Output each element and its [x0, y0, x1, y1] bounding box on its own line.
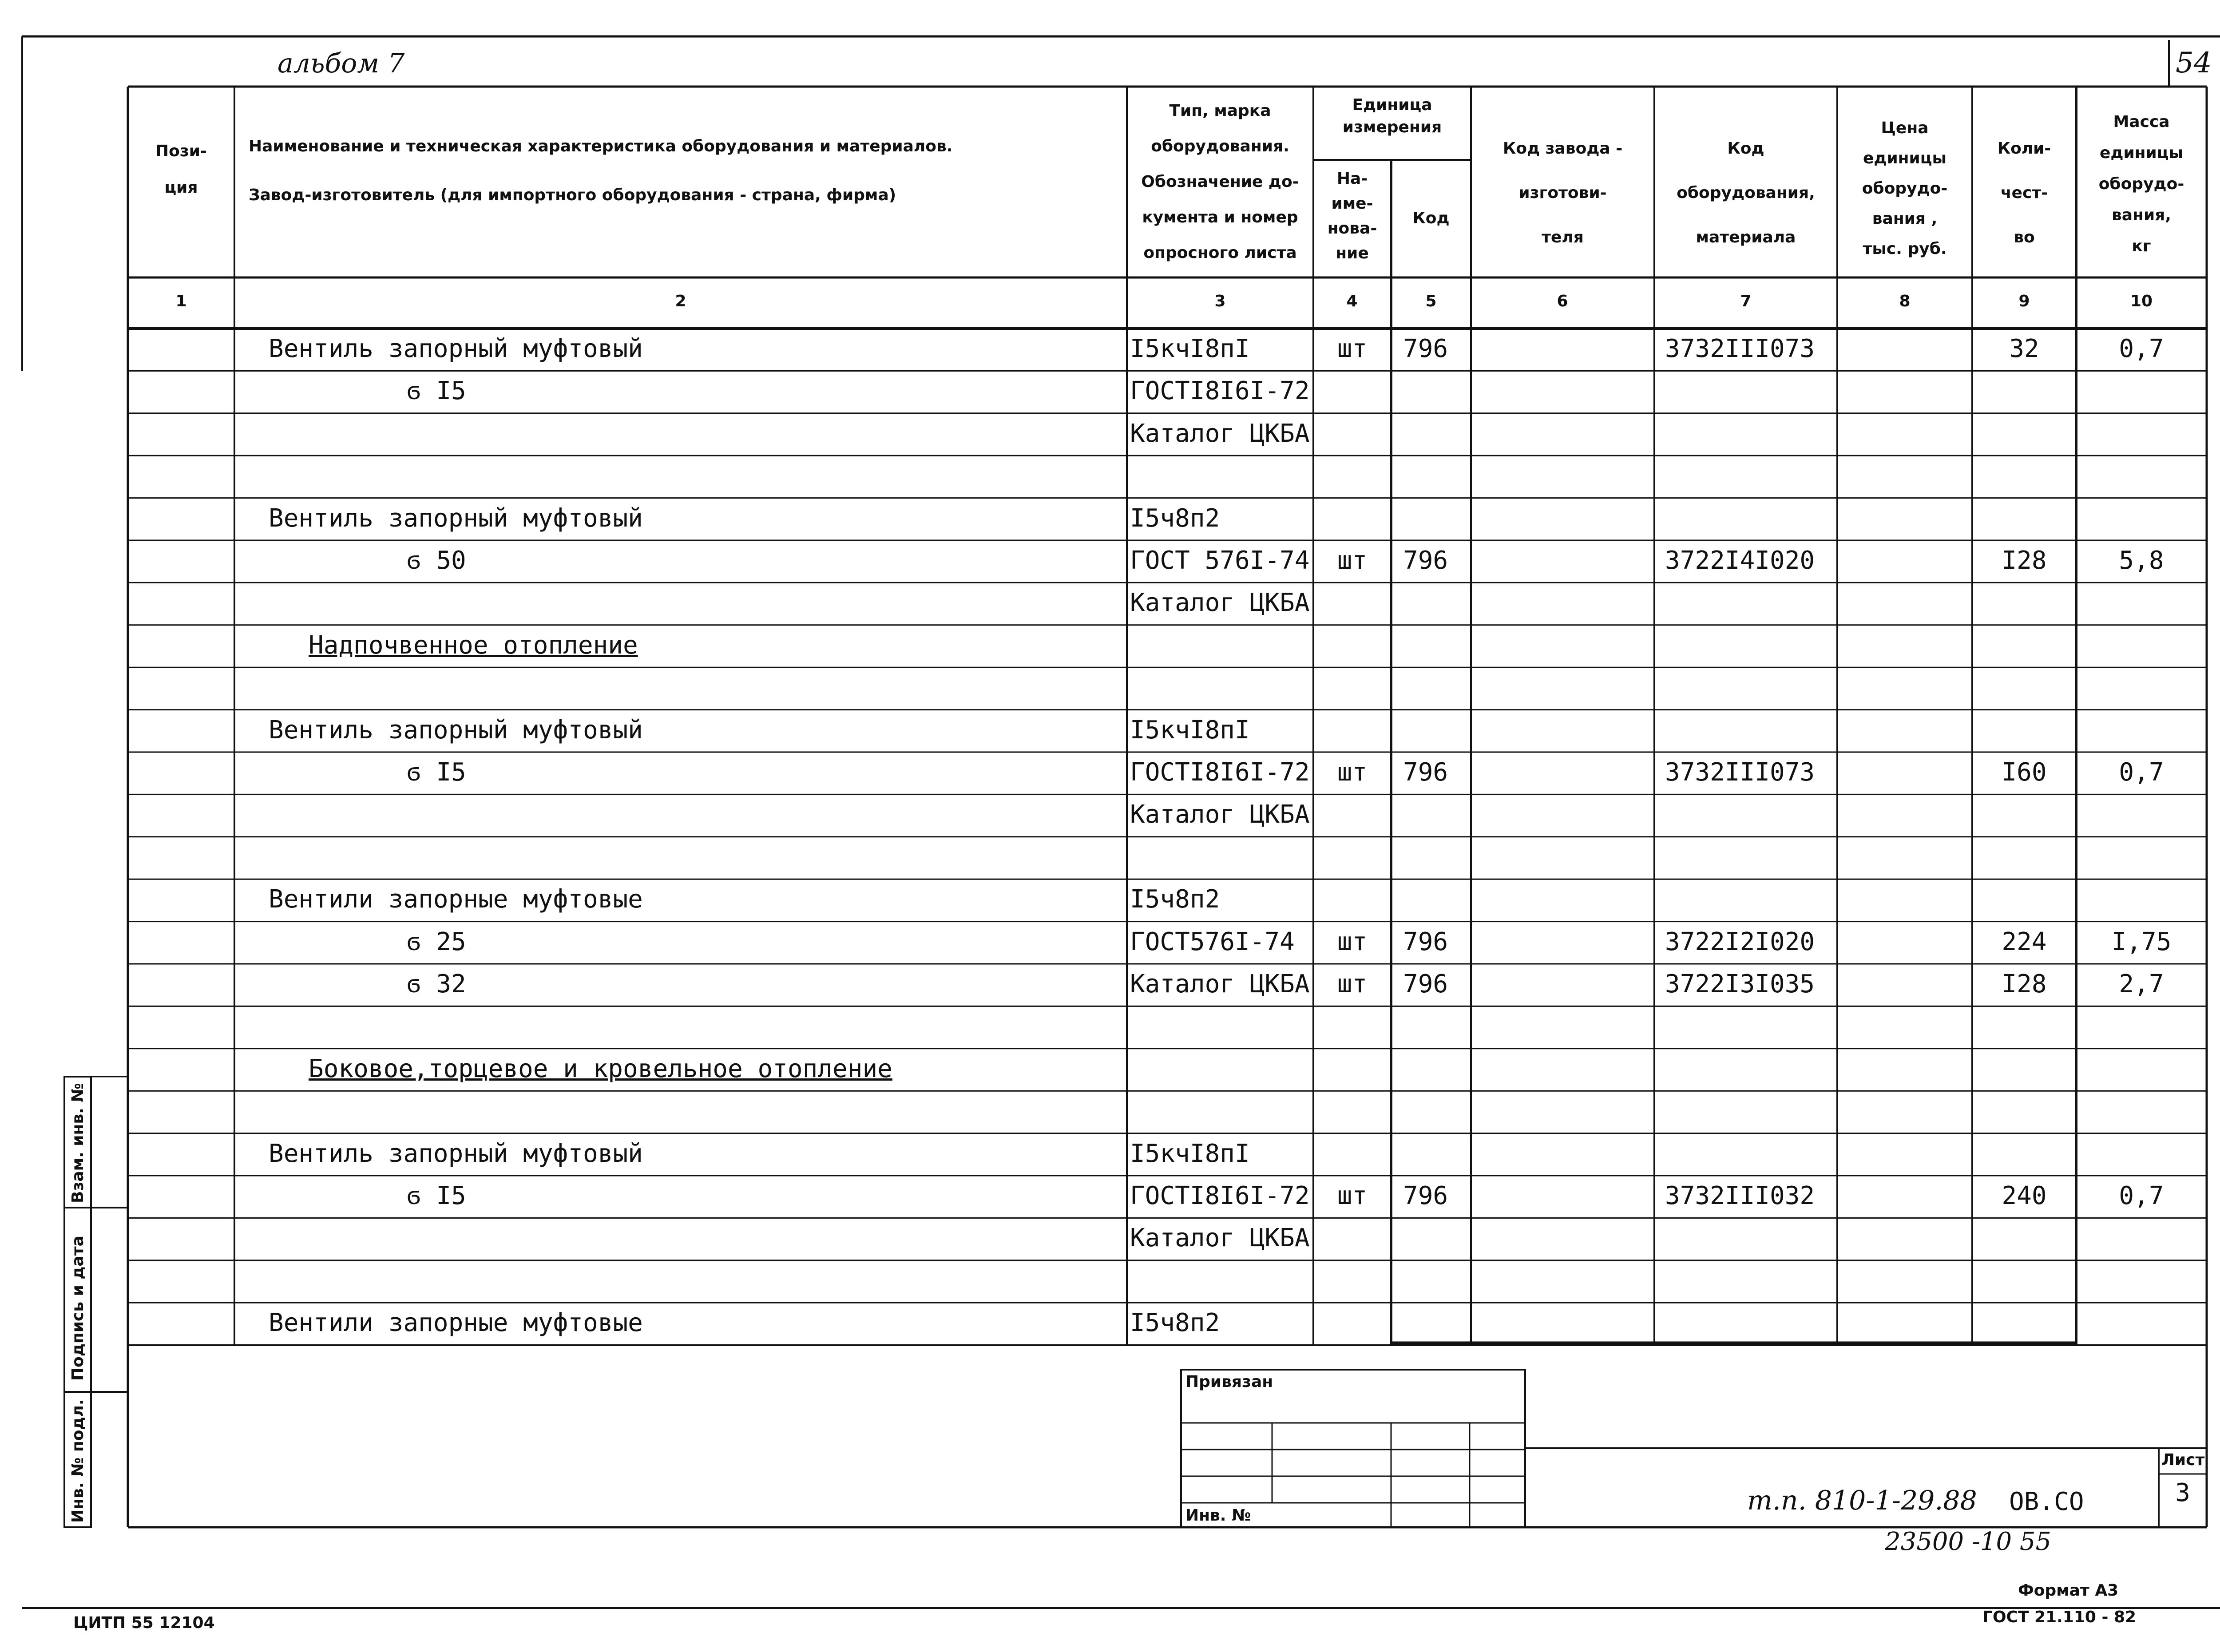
- item-type: ГОСТI8I6I-72: [1130, 758, 1310, 787]
- page-number: 54: [2176, 47, 2212, 79]
- column-number: 8: [1899, 292, 1911, 310]
- item-name: ϭ I5: [406, 376, 466, 406]
- item-name: Вентили запорные муфтовые: [269, 885, 643, 914]
- quantity: 240: [2002, 1181, 2047, 1210]
- mass-value: 0,7: [2119, 1181, 2164, 1210]
- item-type: I5ч8п2: [1130, 503, 1220, 533]
- unit-code: 796: [1403, 334, 1448, 363]
- quantity: I28: [2002, 546, 2047, 575]
- item-type: Каталог ЦКБА: [1130, 588, 1310, 618]
- header-factory-code: Код завода - изготови- теля: [1502, 139, 1623, 246]
- unit-code: 796: [1403, 1181, 1448, 1210]
- mass-value: 0,7: [2119, 758, 2164, 787]
- item-name: ϭ I5: [406, 758, 466, 787]
- unit-code: 796: [1403, 758, 1448, 787]
- stamp-privyazan: Привязан: [1185, 1373, 1273, 1391]
- item-name: ϭ I5: [406, 1181, 466, 1210]
- column-number: 6: [1557, 292, 1568, 310]
- format-label: Формат А3: [2018, 1581, 2119, 1600]
- header-name-line1: Наименование и техническая характеристика оборудования и материалов.: [249, 137, 953, 155]
- item-type: I5кчI8пI: [1130, 1139, 1250, 1168]
- item-type: ГОСТ 576I-74: [1130, 546, 1310, 575]
- sheet-number: 3: [2175, 1478, 2190, 1507]
- item-name: ϭ 25: [406, 927, 466, 956]
- item-type: Каталог ЦКБА: [1130, 970, 1310, 998]
- section-code: ОВ.СО: [2009, 1487, 2084, 1516]
- item-type: Каталог ЦКБА: [1130, 800, 1310, 829]
- item-type: Каталог ЦКБА: [1130, 1224, 1310, 1253]
- column-number: 10: [2130, 292, 2153, 310]
- header-type: Тип, марка оборудования. Обозначение до- кумента и номер опросного листа: [1141, 102, 1299, 262]
- mass-value: 0,7: [2119, 334, 2164, 363]
- unit-name: шт: [1337, 970, 1368, 998]
- document-code: т.п. 810-1-29.88: [1747, 1485, 1977, 1516]
- quantity: I60: [2002, 758, 2047, 787]
- item-name: Вентиль запорный муфтовый: [269, 334, 643, 363]
- header-unit-code: Код: [1412, 209, 1450, 227]
- item-type: ГОСТ576I-74: [1130, 927, 1295, 956]
- stamp-inv-no: Инв. №: [1185, 1506, 1251, 1525]
- quantity: 32: [2009, 334, 2039, 363]
- side-label-replaced-inv: Взам. инв. №: [69, 1083, 87, 1203]
- material-code: 3722I3I035: [1665, 970, 1815, 998]
- item-type: ГОСТI8I6I-72: [1130, 1181, 1310, 1210]
- item-name: Надпочвенное отопление: [309, 630, 638, 660]
- side-label-signature-date: Подпись и дата: [69, 1236, 87, 1381]
- column-number: 1: [175, 292, 187, 310]
- unit-name: шт: [1337, 334, 1368, 363]
- item-name: Вентиль запорный муфтовый: [269, 503, 643, 533]
- print-code: ЦИТП 55 12104: [73, 1614, 215, 1632]
- quantity: I28: [2002, 970, 2047, 998]
- item-name: ϭ 32: [406, 970, 466, 998]
- unit-name: шт: [1337, 1181, 1368, 1210]
- header-unit-group: Единица измерения: [1342, 96, 1442, 136]
- unit-name: шт: [1337, 927, 1368, 956]
- unit-name: шт: [1337, 546, 1368, 575]
- material-code: 3732III073: [1665, 758, 1815, 787]
- archive-number: 23500 -10 55: [1885, 1527, 2052, 1556]
- item-name: Вентиль запорный муфтовый: [269, 1139, 643, 1168]
- item-type: I5кчI8пI: [1130, 334, 1250, 363]
- item-name: Боковое,торцевое и кровельное отопление: [309, 1054, 892, 1083]
- header-material-code: Код оборудования, материала: [1677, 139, 1815, 246]
- material-code: 3722I2I020: [1665, 927, 1815, 956]
- column-number: 7: [1740, 292, 1752, 310]
- header-mass: Масса единицы оборудо- вания, кг: [2098, 113, 2184, 255]
- column-number: 5: [1425, 292, 1437, 310]
- item-name: Вентиль запорный муфтовый: [269, 715, 643, 745]
- header-position: Пози- ция: [155, 142, 207, 197]
- item-name: ϭ 50: [406, 546, 466, 575]
- mass-value: I,75: [2111, 927, 2172, 956]
- header-price: Цена единицы оборудо- вания , тыс. руб.: [1862, 119, 1948, 258]
- mass-value: 2,7: [2119, 970, 2164, 998]
- header-quantity: Коли- чест- во: [1997, 139, 2051, 246]
- material-code: 3722I4I020: [1665, 546, 1815, 575]
- item-type: I5кчI8пI: [1130, 715, 1250, 745]
- item-name: Вентили запорные муфтовые: [269, 1308, 643, 1338]
- sheet-label: Лист: [2161, 1451, 2205, 1469]
- gost-label: ГОСТ 21.110 - 82: [1982, 1608, 2137, 1626]
- header-name-line2: Завод-изготовитель (для импортного оборудования - страна, фирма): [249, 186, 896, 204]
- album-label: альбом 7: [278, 48, 405, 79]
- quantity: 224: [2002, 927, 2047, 956]
- item-type: ГОСТI8I6I-72: [1130, 376, 1310, 406]
- column-number: 2: [675, 292, 686, 310]
- column-number: 3: [1214, 292, 1226, 310]
- side-label-orig-inv: Инв. № подл.: [69, 1399, 87, 1523]
- unit-code: 796: [1403, 546, 1448, 575]
- item-type: I5ч8п2: [1130, 1308, 1220, 1338]
- unit-code: 796: [1403, 970, 1448, 998]
- column-number: 9: [2018, 292, 2030, 310]
- mass-value: 5,8: [2119, 546, 2164, 575]
- unit-code: 796: [1403, 927, 1448, 956]
- material-code: 3732III073: [1665, 334, 1815, 363]
- column-number: 4: [1346, 292, 1358, 310]
- header-unit-name: На- име- нова- ние: [1327, 170, 1377, 262]
- material-code: 3732III032: [1665, 1181, 1815, 1210]
- item-type: Каталог ЦКБА: [1130, 419, 1310, 448]
- unit-name: шт: [1337, 758, 1368, 787]
- item-type: I5ч8п2: [1130, 885, 1220, 914]
